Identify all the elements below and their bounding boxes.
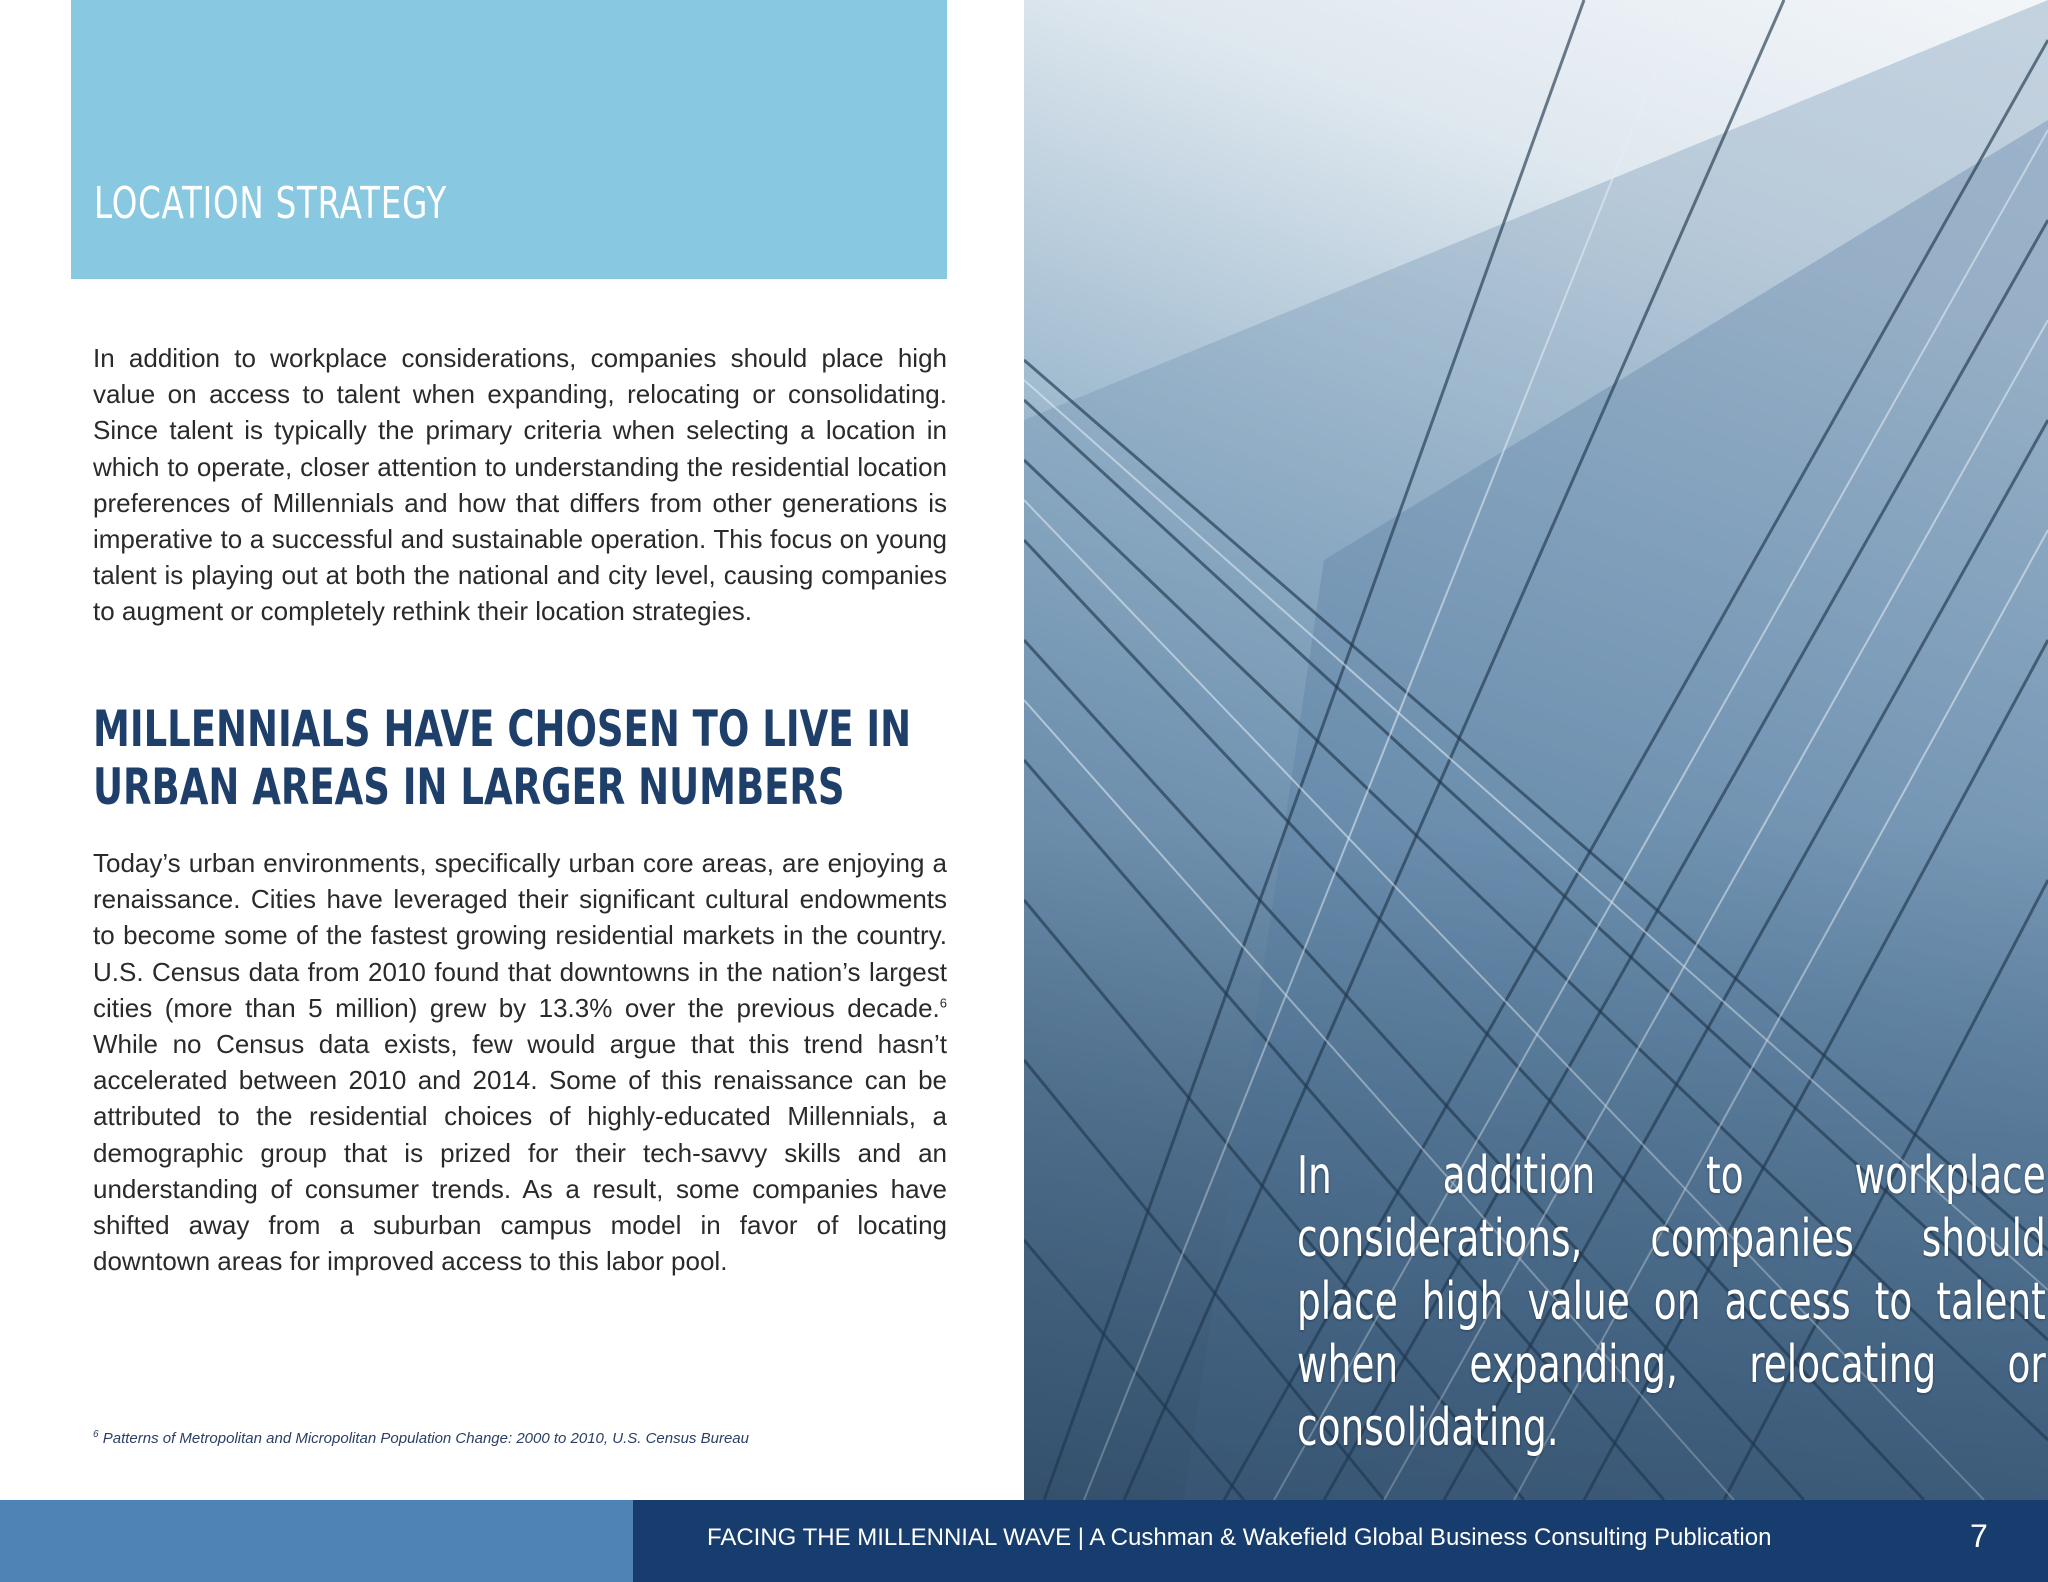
page-number: 7: [1970, 1518, 1988, 1554]
section-heading: MILLENNIALS HAVE CHOSEN TO LIVE IN URBAN AREAS IN LARGER NUMBERS: [93, 700, 912, 816]
footnote-text: Patterns of Metropolitan and Micropolitan Population Change: 2000 to 2010, U.S. Census Bureau: [98, 1430, 749, 1447]
footer-bar-left: [0, 1500, 633, 1582]
header-band: [71, 0, 947, 279]
intro-paragraph: In addition to workplace considerations, companies should place high value on access to talent when expanding, relocating or consolidating. Since talent is typically the primary criteria when selecting a location in which to operate, closer attention to understanding the residential location preferences of Millennials and how that differs from other generations is imperative to a successful and sustainable operation. This focus on young talent is playing out at both the national and city level, causing companies to augment or completely rethink their location strategies.: [93, 343, 947, 627]
section-title: LOCATION STRATEGY: [94, 178, 448, 229]
section-paragraph: [93, 845, 947, 1279]
section-paragraph-part2: While no Census data exists, few would argue that this trend hasn’t accelerated between 2010 and 2014. Some of this renaissance can be attributed to the residential choices of highly-educated Millennials, a demographic group that is prized for their tech-savvy skills and an understanding of consumer trends. As a result, some companies have shifted away from a suburban campus model in favor of locating downtown areas for improved access to this labor pool.: [93, 1029, 947, 1277]
footnote-reference: 6: [939, 995, 947, 1011]
section-paragraph-part1: Today’s urban environments, specifically urban core areas, are enjoying a renaissance. Cities have leveraged their significant cultural endowments to become some of the fastest growing residential markets in the country. U.S. Census data from 2010 found that downtowns in the nation’s largest cities (more than 5 million) grew by 13.3% over the previous decade.: [93, 848, 947, 1023]
pull-quote: In addition to workplace considerations, companies should place high value on access to talent when expanding, relocating or consolidating.: [1297, 1146, 2046, 1458]
footnote-marker: 6: [93, 1429, 99, 1440]
footnote: [93, 1430, 749, 1447]
footer-publication-title: FACING THE MILLENNIAL WAVE | A Cushman & Wakefield Global Business Consulting Publication: [707, 1524, 1772, 1551]
